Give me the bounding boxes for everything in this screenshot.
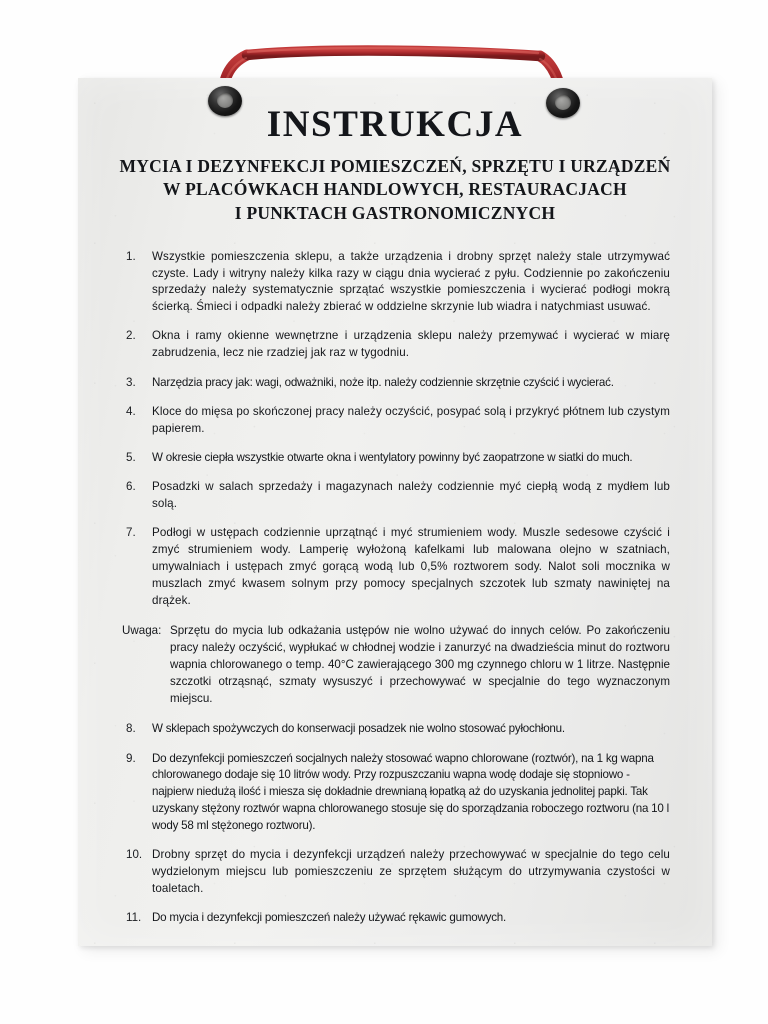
list-item — [122, 847, 670, 897]
list-item-text: Posadzki w salach sprzedaży i magazynach należy codziennie myć ciepłą wodą z mydłem lub solą. — [152, 480, 670, 511]
list-item-number: 9. — [126, 751, 136, 765]
list-item-number: 6. — [126, 480, 136, 494]
list-item-number: 7. — [126, 526, 136, 540]
instruction-board — [78, 78, 712, 946]
list-item — [122, 249, 670, 316]
list-item-text: Okna i ramy okienne wewnętrzne i urządzenia sklepu należy przemywać i wycierać w miarę zabrudzenia, lecz nie rzadziej jak raz w tygodniu. — [152, 329, 670, 360]
rules-list — [104, 249, 686, 927]
list-item-number: 11. — [126, 911, 142, 924]
subtitle-line-3: I PUNKTACH GASTRONOMICZNYCH — [234, 202, 556, 223]
subtitle-block — [104, 155, 686, 225]
grommet-hole — [555, 95, 571, 110]
list-item-text: Podłogi w ustępach codziennie uprzątnąć i myć strumieniem wody. Muszle sedesowe czyścić i zmyć strumieniem wody. Lamperię wyłożoną kafelkami lub malowana olejno w szatniach, umywalniach i ustępach zmyć gorącą wodą lub 0,5% roztworem sody. Nalot soli mocznika w muszlach zmyć kwasem solnym przy pomocy specjalnych szczotek lub szmaty nawiniętej na drążek. — [152, 526, 670, 607]
list-item — [122, 525, 670, 609]
list-item — [122, 375, 670, 392]
list-item — [122, 404, 670, 438]
list-item-text: W sklepach spożywczych do konserwacji posadzek nie wolno stosować pyłochłonu. — [152, 722, 565, 736]
list-item-number: 2. — [126, 329, 136, 343]
list-item-number: 5. — [126, 450, 136, 464]
list-item — [122, 721, 670, 738]
note-block — [122, 623, 670, 707]
grommet-hole — [217, 93, 233, 108]
list-item-number: 3. — [126, 375, 136, 389]
list-item-number: 1. — [126, 249, 136, 263]
note-label: Uwaga: — [122, 624, 162, 638]
list-item-number: 8. — [126, 722, 136, 736]
list-item — [122, 450, 670, 467]
note-text: Sprzętu do mycia lub odkażania ustępów nie wolno używać do innych celów. Po zakończeniu pracy należy oczyścić, wypłukać w chłodnej wodzie i zanurzyć na dwadzieścia minut do roztworu wapnia chlorowanego o temp. 40°C zawierającego 300 mg czynnego chloru w 1 litrze. Następnie szczotki otrząsnąć, szmaty wysuszyć i przechowywać w specjalnie do tego wyznaczonym miejscu. — [170, 624, 670, 705]
list-item-text: Kloce do mięsa po skończonej pracy należy oczyścić, posypać solą i przykryć płótnem lub czystym papierem. — [152, 404, 670, 435]
list-item — [122, 751, 670, 835]
grommet-left-icon — [208, 86, 242, 116]
list-item-text: Wszystkie pomieszczenia sklepu, a także urządzenia i drobny sprzęt należy stale utrzymywać czyste. Lady i witryny należy kilka razy w ciągu dnia wycierać z pyłu. Codziennie po zakończeniu sprzedaży należy systematycznie sprzątać wszystkie pomieszczenia i wycierać podłogi mokrą ścierką. Śmieci i odpadki należy zbierać w oddzielne skrzynie lub wiadra i natychmiast usuwać. — [152, 249, 670, 314]
list-item-text: Drobny sprzęt do mycia i dezynfekcji urządzeń należy przechowywać w specjalnie do tego celu wydzielonym miejscu lub pomieszczeniu ze sprzętem służącym do utrzymywania czystości w toaletach. — [152, 848, 670, 895]
page-title: INSTRUKCJA — [266, 104, 524, 145]
list-item-text: Narzędzia pracy jak: wagi, odważniki, noże itp. należy codziennie skrzętnie czyścić i wycierać. — [152, 375, 614, 389]
list-item-text: W okresie ciepła wszystkie otwarte okna i wentylatory powinny być zaopatrzone w siatki do much. — [152, 450, 633, 464]
list-item-text: Do mycia i dezynfekcji pomieszczeń należy używać rękawic gumowych. — [152, 911, 507, 924]
subtitle-line-1: MYCIA I DEZYNFEKCJI POMIESZCZEŃ, SPRZĘTU I URZĄDZEŃ — [119, 156, 671, 176]
list-item-number: 4. — [126, 404, 136, 418]
list-item — [122, 910, 670, 927]
subtitle-line-2: W PLACÓWKACH HANDLOWYCH, RESTAURACJACH — [163, 179, 627, 200]
title-block — [104, 78, 686, 225]
list-item — [122, 328, 670, 362]
list-item-number: 10. — [126, 848, 143, 862]
grommet-right-icon — [546, 88, 580, 118]
list-item — [122, 479, 670, 513]
list-item-text: Do dezynfekcji pomieszczeń socjalnych należy stosować wapno chlorowane (roztwór), na 1 kg wapna chlorowanego dodaje się 10 litrów wody. Przy rozpuszczaniu wapna wodę dodaje się stopniowo - najpierw niedużą ilość i miesza się dokładnie drewnianą łopatką aż do uzyskania jednolitej papki. Tak uzyskany stężony roztwór wapna chlorowanego stosuje się do sporządzania roboczego roztworu (na 10 l wody 58 ml stężonego roztworu). — [152, 751, 669, 832]
